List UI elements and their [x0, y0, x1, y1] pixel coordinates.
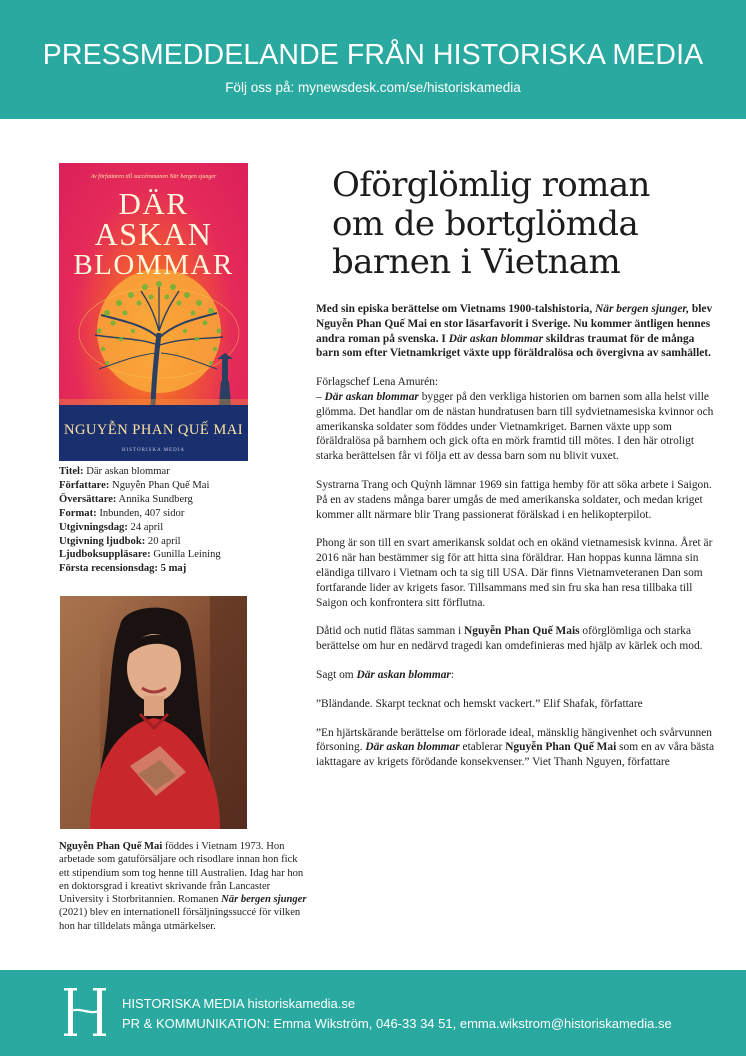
bio-text: föddes i Vietnam 1973. Hon arbetade som gatuförsäljare och risodlare innan hon fick ett stipendium som tog henne till Australien. Idag har hon en doktorsgrad i kreativt skrivande från Lancaster University i Storbritannien. Romanen: [59, 841, 304, 906]
lead-paragraph: Med sin episka berättelse om Vietnams 1900-talshistoria, När bergen sjunger, blev Nguyễn Phan Quế Mai en stor läsarfavorit i Sverige. Nu kommer äntligen hennes andra roman på svenska. I Där askan blommar skildras traumat för de många barn som efter Vietnamkriget växte upp föräldralösa och övergivna av samhället.: [316, 303, 713, 360]
review-quote: ”Bländande. Skarpt tecknat och hemskt vackert.” Elif Shafak, författare: [316, 697, 643, 710]
paragraph-past-present: Dåtid och nutid flätas samman i Nguyễn Phan Quế Mais oförglömliga och starka berättelse om hur en nedärvd tragedi kan omdefinieras med hjälp av kärlek och mod.: [316, 625, 703, 653]
detail-row: [59, 493, 259, 507]
detail-label: Första recensionsdag:: [59, 563, 158, 575]
bio-book-title: När bergen sjunger: [221, 894, 307, 906]
book-title: Där askan blommar: [448, 332, 544, 345]
detail-value: Annika Sundberg: [118, 493, 193, 505]
footer-website[interactable]: historiskamedia.se: [243, 996, 356, 1011]
detail-value: 20 april: [147, 535, 181, 547]
article-body: [316, 302, 716, 784]
historiska-media-logo: [62, 985, 108, 1039]
detail-row: [59, 562, 259, 576]
detail-label: Format:: [59, 507, 97, 519]
detail-value: 24 april: [130, 521, 164, 533]
bio-text: (2021) blev en internationell försäljningssuccé för vilken hon har tilldelats många utmärkelser.: [59, 907, 301, 932]
author-name: Nguyễn Phan Quế Mais: [464, 625, 580, 638]
detail-row: [59, 535, 259, 549]
detail-label: Översättare:: [59, 493, 117, 505]
detail-label: Titel:: [59, 466, 84, 477]
author-name: Nguyễn Phan Quế Mai: [505, 741, 617, 754]
footer-contact: PR & KOMMUNIKATION: Emma Wikström, 046-33 34 51, emma.wikstrom@historiskamedia.se: [122, 1016, 672, 1031]
cover-title-line: DÄR: [118, 186, 189, 221]
headline-line: barnen i Vietnam: [332, 242, 621, 282]
headline-line: Oförglömlig roman: [332, 165, 650, 205]
headline: [332, 166, 732, 282]
follow-link[interactable]: Följ oss på: mynewsdesk.com/se/historiskamedia: [225, 80, 521, 95]
book-cover: [59, 163, 248, 461]
detail-label: Utgivning ljudbok:: [59, 535, 146, 547]
detail-label: Ljudboksuppläsare:: [59, 549, 151, 561]
book-title: Där askan blommar: [365, 741, 460, 754]
author-photo: [60, 596, 247, 829]
book-title: När bergen sjunger,: [595, 303, 690, 315]
book-details: [59, 465, 259, 576]
detail-label: Utgivningsdag:: [59, 521, 128, 533]
detail-value: Inbunden, 407 sidor: [99, 507, 185, 519]
detail-value: Där askan blommar: [86, 466, 170, 477]
paragraph-sisters: Systrarna Trang och Quỳnh lämnar 1969 sin fattiga hemby för att söka arbete i Saigon. På en av stadens många barer umgås de med amerikanska soldater, och medan kriget kommer allt närmare blir Trang passionerat förälskad i en helikopterpilot.: [316, 478, 712, 521]
detail-value: Gunilla Leining: [153, 549, 221, 561]
detail-value: 5 maj: [160, 563, 187, 575]
cover-tagline: Av författaren till succéromanen När bergen sjunger: [90, 174, 217, 180]
said-about-heading: Sagt om Där askan blommar:: [316, 668, 454, 681]
cover-publisher: HISTORISKA MEDIA: [122, 448, 185, 453]
review-quote: ”En hjärtskärande berättelse om förlorade ideal, mänsklig hängivenhet och svårvunnen försoning. Där askan blommar etablerar Nguyễn Phan Quế Mai som en av våra bästa iakttagare av krigets förödande konsekvenser.” Viet Thanh Nguyen, författare: [316, 726, 715, 769]
header-title: PRESSMEDDELANDE FRÅN HISTORISKA MEDIA: [42, 39, 704, 71]
headline-line: om de bortglömda: [332, 203, 639, 244]
cover-title-line: BLOMMAR: [73, 249, 234, 281]
detail-row: [59, 548, 259, 562]
detail-row: [59, 465, 259, 479]
footer: [0, 970, 746, 1056]
detail-label: Författare:: [59, 479, 110, 491]
detail-row: [59, 521, 259, 535]
author-bio: [59, 840, 307, 933]
publisher-quote: Förlagschef Lena Amurén: – Där askan blommar bygger på den verkliga historien om barnen som alla helst ville glömma. Det handlar om de nästan hundratusen barn till sydvietnamesiska kvinnor och amerikanska soldater som föddes under Vietnamkriget. Barnen växte upp som föräldralösa på barnhem och gick ofta en mörk framtid till mötes. I den här otroligt starka berättelsen får vi följa ett av dessa barn som nu blivit vuxet.: [316, 376, 714, 463]
detail-row: [59, 507, 259, 521]
footer-org: [122, 996, 355, 1012]
detail-row: [59, 479, 259, 493]
bio-author-name: Nguyễn Phan Quế Mai: [59, 841, 163, 852]
detail-value: Nguyễn Phan Quế Mai: [112, 479, 210, 491]
press-release-header: [0, 0, 746, 119]
footer-org-name: HISTORISKA MEDIA: [122, 996, 244, 1011]
cover-author: NGUYỄN PHAN QUẾ MAI: [63, 422, 244, 438]
paragraph-phong: Phong är son till en svart amerikansk soldat och en okänd vietnamesisk kvinna. Året är 2016 när han bestämmer sig för att hitta sina föräldrar. Han hoppas kunna lämna sin eländiga tillvaro i Vietnam och ta sig till USA. Där finns Vietnamveteranen Dan som fortfarande lider av krigets fasor. Tillsammans med sin fru ska han resa tillbaka till Saigon och konfrontera sitt förflutna.: [316, 537, 713, 609]
cover-title-line: ASKAN: [94, 216, 213, 252]
quote-intro: Förlagschef Lena Amurén:: [316, 376, 439, 389]
book-title: Där askan blommar: [356, 668, 451, 681]
book-title: Där askan blommar: [324, 390, 419, 403]
author-portrait: [60, 596, 247, 829]
